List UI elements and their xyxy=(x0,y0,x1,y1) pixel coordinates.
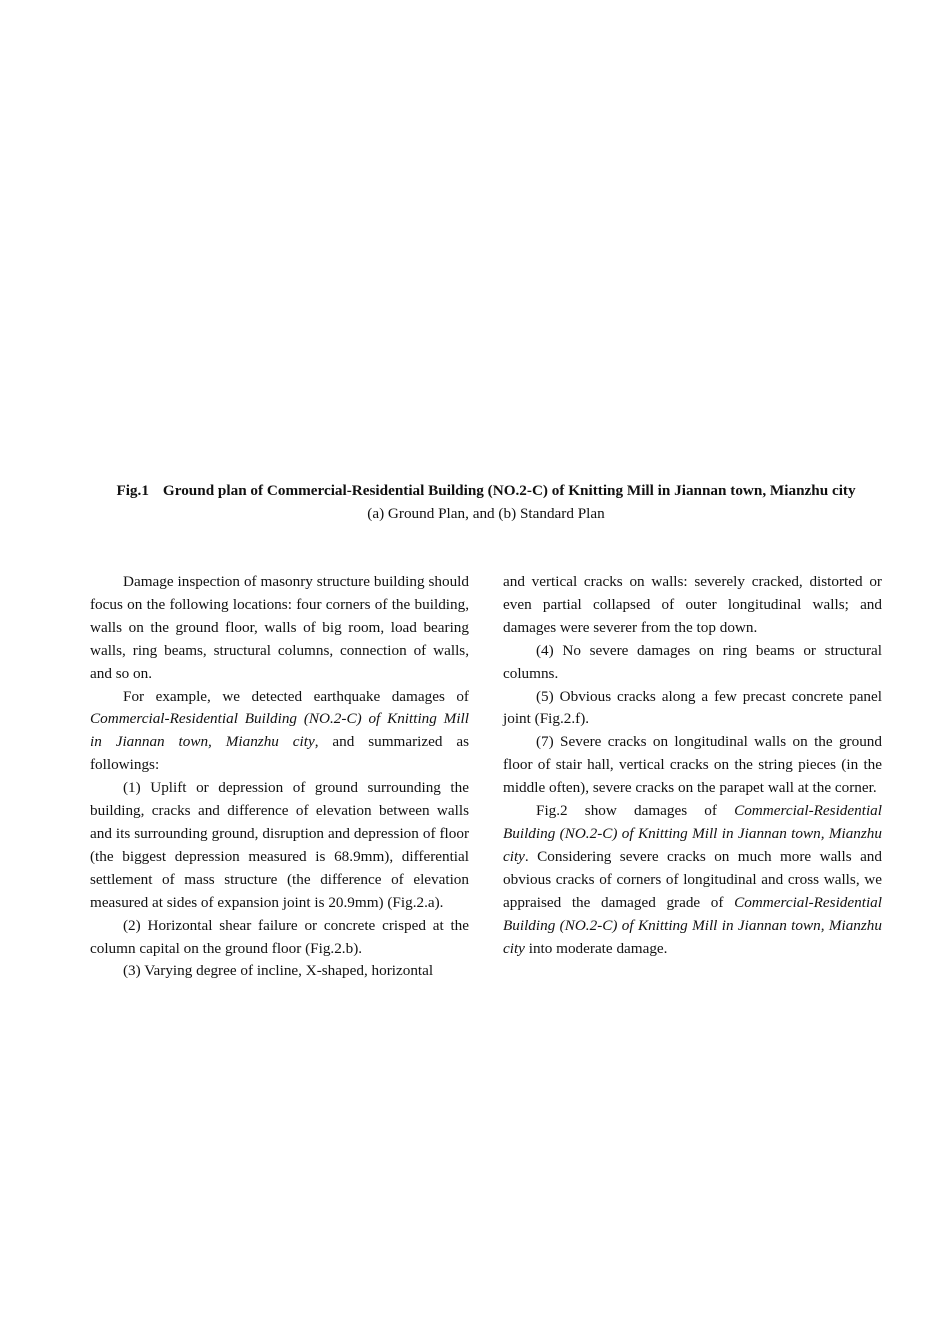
building-name: Commercial-Residential Building (NO.2-C) of Knitting Mill in Jiannan town, Mianzhu city xyxy=(90,710,469,751)
paragraph xyxy=(90,686,469,778)
paragraph: Damage inspection of masonry structure building should focus on the following locations: four corners of the building, walls on the ground floor, walls of big room, load bearing walls, ring beams, structural columns, connection of walls, and so on. xyxy=(90,573,469,682)
paragraph-text: into moderate damage. xyxy=(524,939,668,957)
list-item: (4) No severe damages on ring beams or structural columns. xyxy=(503,641,882,682)
paragraph-text: For example, we detected earthquake damages of xyxy=(123,687,469,705)
list-item: (3) Varying degree of incline, X-shaped, horizontal xyxy=(123,962,434,980)
paragraph-continuation: and vertical cracks on walls: severely cracked, distorted or even partial collapsed of outer longitudinal walls; and damages were severer from the top down. xyxy=(503,573,882,636)
paragraph-text: , and summarized as followings: xyxy=(90,733,469,774)
caption-subtitle: (a) Ground Plan, and (b) Standard Plan xyxy=(367,505,605,522)
list-item: (7) Severe cracks on longitudinal walls on the ground floor of stair hall, vertical cracks on the string pieces (in the middle often), severe cracks on the parapet wall at the corner. xyxy=(503,733,882,797)
paragraph xyxy=(503,800,882,960)
caption-title-text: Ground plan of Commercial-Residential Building (NO.2-C) of Knitting Mill in Jiannan town, Mianzhu city xyxy=(162,482,856,499)
paragraph-text: . Considering severe cracks on much more walls and obvious cracks of corners of longitudinal and cross walls, we appraised the damaged grade of xyxy=(503,847,882,911)
list-item: (2) Horizontal shear failure or concrete crisped at the column capital on the ground floor (Fig.2.b). xyxy=(90,916,469,957)
right-column xyxy=(503,571,882,960)
building-name: Commercial-Residential Building (NO.2-C) of Knitting Mill in Jiannan town, Mianzhu city xyxy=(503,893,882,957)
figure-label: Fig.1 xyxy=(116,482,149,499)
left-column xyxy=(90,571,469,983)
building-name: Commercial-Residential Building (NO.2-C) of Knitting Mill in Jiannan town, Mianzhu city xyxy=(503,802,882,865)
caption-title xyxy=(90,480,882,502)
paragraph-text: Fig.2 show damages of xyxy=(536,802,735,820)
list-item: (5) Obvious cracks along a few precast concrete panel joint (Fig.2.f). xyxy=(503,687,882,728)
figure-caption xyxy=(90,480,882,525)
list-item: (1) Uplift or depression of ground surrounding the building, cracks and difference of elevation between walls and its surrounding ground, disruption and depression of floor (the biggest depression measured is 68.9mm), differential settlement of mass structure (the difference of elevation measured at sides of expansion joint is 20.9mm) (Fig.2.a). xyxy=(90,779,469,911)
